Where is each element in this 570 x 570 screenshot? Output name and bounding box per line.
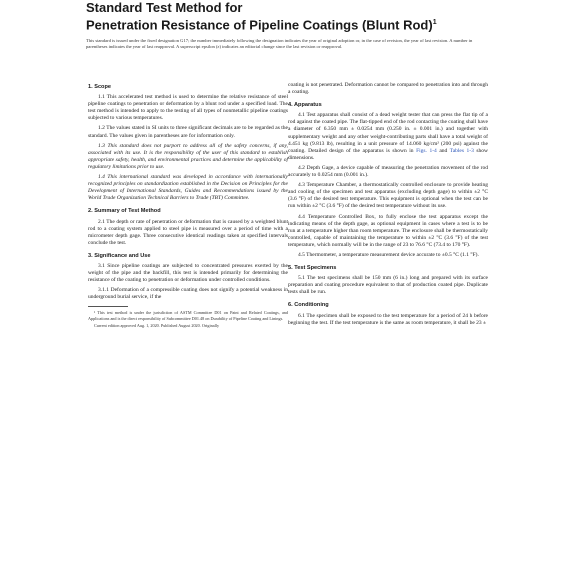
paragraph-4-2: 4.2 Depth Gage, a device capable of measuring the penetration movement of the rod accurately to 0.0254 mm (0.001 in.).	[288, 164, 488, 179]
figures-link[interactable]: Figs. 1-4	[416, 147, 437, 154]
significance-heading: 3. Significance and Use	[88, 252, 151, 259]
title-footnote-mark: 1	[432, 19, 437, 26]
paragraph-1-1: 1.1 This accelerated test method is used to determine the relative resistance of steel pipeline coatings to penetration or deformation by a blunt rod under a specified load. The test method is intended to apply to the testing of all types of nonmetallic pipeline coatings subjected to various temperatures.	[88, 94, 288, 122]
paragraph-4-5: 4.5 Thermometer, a temperature measurement device accurate to ±0.5 °C (1.1 °F).	[298, 251, 479, 258]
apparatus-heading: 4. Apparatus	[288, 102, 322, 109]
paragraph-4-1: 4.1 Test apparatus shall consist of a dead weight tester that can press the flat tip of a rod against the coated pipe. The flat-tipped end of the rod contacting the coating shall have a diameter of 6.350 mm ± 0.0254 mm (0.250 in. ± 0.001 in.) and together with supplementary weight and any other weight-contributing parts shall have a total weight of 4.451 kg (9.813 lb), resulting in a unit pressure of 14.060 kg/cm² (200 psi) against the coating. Detailed design of the apparatus is shown in Figs. 1-4 and Tables 1-3 show dimensions.	[288, 112, 489, 161]
paragraph-2-1: 2.1 The depth or rate of penetration or deformation that is caused by a weighted blunt rod to a coating system applied to steel pipe is measured over a period of time with a micrometer depth gage. Three consecutive identical readings taken at specified intervals conclude the test.	[88, 218, 288, 246]
footnote-1: ¹ This test method is under the jurisdiction of ASTM Committee D01 on Paint and Related Coatings, and Applications and is the direct responsibility of Subcommittee D01.48 on Durability of Pipeline Coating and Linings.	[88, 310, 288, 321]
document-title	[86, 0, 516, 32]
designation-note: This standard is issued under the fixed designation G17; the number immediately following the designation indicates the year of original adoption or, in the case of revision, the year of last revision. A number in parentheses indicates the year of last reapproval. A superscript epsilon (ε) indicates an editorial change since the last revision or reapproval.	[86, 38, 473, 49]
paragraph-3-1: 3.1 Since pipeline coatings are subjected to concentrated pressures exerted by the weight of the pipe and the backfill, this test is intended primarily for determining the resistance of the coating to penetration or deformation under controlled conditions.	[88, 262, 288, 284]
paragraph-continued: coating is not penetrated. Deformation cannot be compared to penetration into and through a coating.	[288, 82, 488, 96]
paragraph-6-1: 6.1 The specimen shall be exposed to the test temperature for a period of 24 h before beginning the test. If the test temperature is the same as room temperature, it shall be 23 ±	[288, 312, 488, 326]
paragraph-1-3: 1.3 This standard does not purport to address all of the safety concerns, if any, associated with its use. It is the responsibility of the user of this standard to establish appropriate safety, health, and environmental practices and determine the applicability of regulatory limitations prior to use.	[88, 142, 288, 170]
document-header	[86, 0, 516, 50]
paragraph-1-4: 1.4 This international standard was developed in accordance with internationally recognized principles on standardization established in the Decision on Principles for the Development of International Standards, Guides and Recommendations issued by the World Trade Organization Technical Barriers to Trade (TBT) Committee.	[88, 174, 288, 202]
paragraph-5-1: 5.1 The test specimens shall be 150 mm (6 in.) long and prepared with its surface preparation and coating procedure equivalent to that of production coated pipe. Duplicate tests shall be run.	[288, 275, 488, 296]
paragraph-4-3: 4.3 Temperature Chamber, a thermostatically controlled enclosure to provide heating and cooling of the specimen and test apparatus (excluding depth gage) to within ±2 °C (3.6 °F) of the desired test temperature. This equipment is optional when the test can be run within ±2 °C (3.6 °F) of the desired test temperature without its use.	[288, 182, 488, 210]
tables-link[interactable]: Tables 1-3	[449, 147, 474, 154]
conditioning-heading: 6. Conditioning	[288, 302, 329, 309]
footnote-divider	[88, 306, 128, 307]
title-line-2: Penetration Resistance of Pipeline Coatings (Blunt Rod)$^1$	[86, 17, 437, 33]
paragraph-3-1-1: 3.1.1 Deformation of a compressible coating does not signify a potential weakness in underground burial service, if the	[88, 287, 288, 301]
summary-heading: 2. Summary of Test Method	[88, 208, 161, 215]
scope-heading: 1. Scope	[88, 84, 112, 90]
paragraph-4-4: 4.4 Temperature Controlled Box, to fully enclose the test apparatus except the indicating means of the depth gage, as optional equipment in cases where a test is to be run at a temperature higher than room temperature. The enclosure shall be thermostatically controlled, capable of maintaining the temperature to within ±2 °C (3.6 °F) of the test temperature, which normally will be in the range of 23 to 76.6 °C (73.4 to 170 °F).	[288, 213, 488, 248]
specimens-heading: 5. Test Specimens	[288, 265, 337, 272]
left-column	[88, 84, 288, 330]
paragraph-1-2: 1.2 The values stated in SI units to three significant decimals are to be regarded as the standard. The values given in parentheses are for information only.	[88, 125, 288, 139]
footnote-2: Current edition approved Aug. 1, 2020. Published August 2020. Originally	[94, 322, 220, 328]
title-line-1: Standard Test Method for	[86, 0, 243, 15]
right-column	[288, 82, 488, 330]
